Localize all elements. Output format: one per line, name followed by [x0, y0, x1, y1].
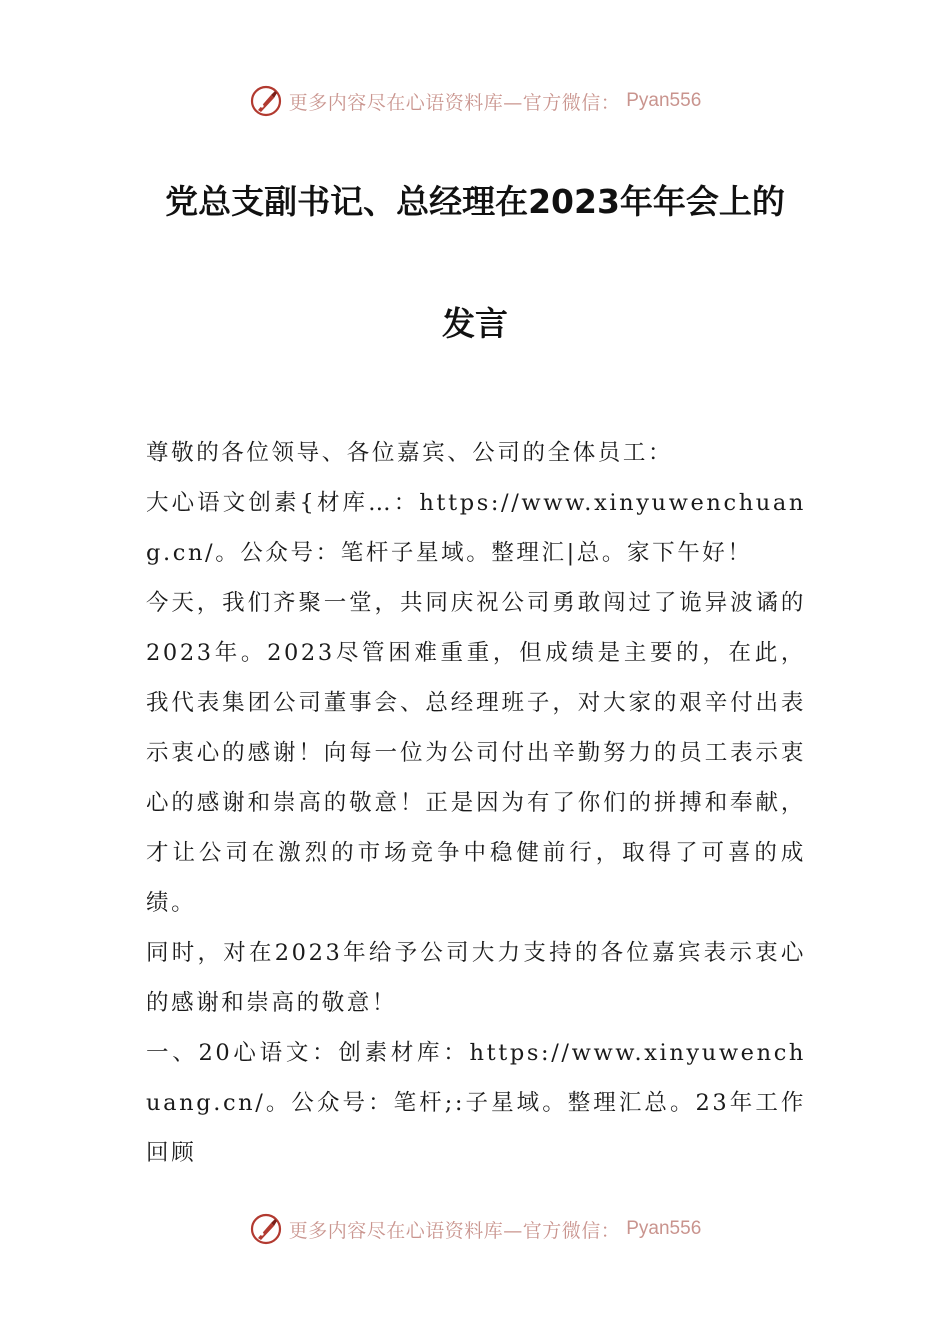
paragraph-thanks-guests: 同时，对在2023年给予公司大力支持的各位嘉宾表示衷心的感谢和崇高的敬意！: [146, 940, 806, 1016]
document-title-line-1: 党总支副书记、总经理在2023年年会上的: [165, 182, 785, 221]
footer-banner: [0, 1212, 950, 1246]
paragraph-intro: 大心语文创素{材库…：https://www.xinyuwenchuang.cn/。公众号：笔杆子星域。整理汇|总。家下午好！: [146, 490, 806, 566]
document-title-line-2: 发言: [442, 304, 508, 343]
paragraph-greeting: 尊敬的各位领导、各位嘉宾、公司的全体员工：: [146, 440, 674, 466]
pen-nib-circle-icon: [249, 84, 283, 118]
header-banner: [0, 84, 950, 118]
pen-nib-circle-icon: [249, 1212, 283, 1246]
banner-text: 更多内容尽在心语资料库—官方微信：: [288, 91, 621, 114]
banner-wechat-id: Pyan556: [626, 1218, 702, 1239]
banner-wechat-id: Pyan556: [626, 90, 702, 111]
paragraph-thanks-staff: 今天，我们齐聚一堂，共同庆祝公司勇敢闯过了诡异波谲的2023年。2023尽管困难重重，但成绩是主要的，在此，我代表集团公司董事会、总经理班子，对大家的艰辛付出表示衷心的感谢！向每一位为公司付出辛勤努力的员工表示衷心的感谢和崇高的敬意！正是因为有了你们的拼搏和奉献，才让公司在激烈的市场竞争中稳健前行，取得了可喜的成绩。: [146, 590, 806, 916]
paragraph-section-heading: 一、20心语文：创素材库：https://www.xinyuwenchuang.cn/。公众号：笔杆;:子星域。整理汇总。23年工作回顾: [146, 1040, 806, 1166]
banner-text: 更多内容尽在心语资料库—官方微信：: [288, 1219, 621, 1242]
document-body: [146, 428, 806, 1178]
